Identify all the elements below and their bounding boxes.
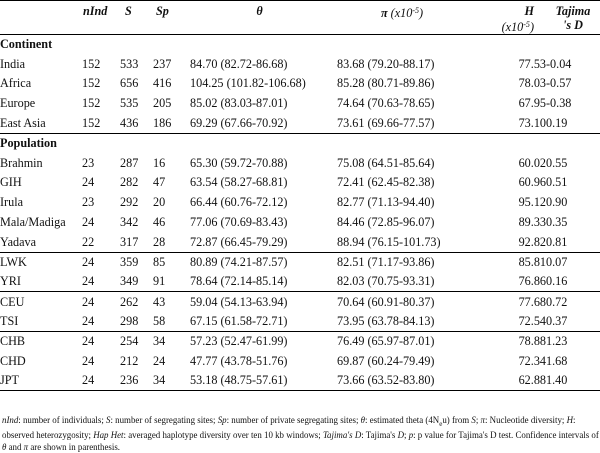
cell-pi: 70.64 (60.91-80.37) xyxy=(337,292,467,312)
cell-tajima-d: 0.51 xyxy=(546,175,568,190)
section-title: Population xyxy=(0,133,600,153)
cell-s: 254 xyxy=(120,331,153,351)
table-row xyxy=(0,153,600,173)
cell-s: 298 xyxy=(120,313,139,328)
cell-s: 656 xyxy=(120,76,139,91)
cell-h: 89.33 xyxy=(518,215,546,230)
cell-h: 72.34 xyxy=(518,353,546,368)
row-label: Mala/Madiga xyxy=(0,215,66,230)
cell-sp: 20 xyxy=(153,195,166,210)
cell-pi: 82.03 (70.75-93.31) xyxy=(337,274,435,289)
cell-s: 236 xyxy=(120,371,153,391)
table-row xyxy=(0,292,600,312)
cell-h: 73.10 xyxy=(518,115,546,130)
row-label: LWK xyxy=(0,252,82,272)
cell-s: 262 xyxy=(120,292,153,312)
cell-s: 287 xyxy=(120,155,139,170)
cell-tajima-d: 1.23 xyxy=(546,331,600,351)
cell-sp: 91 xyxy=(153,274,166,289)
footnote-segment: π xyxy=(23,441,29,452)
cell-pi: 83.68 (79.20-88.17) xyxy=(337,56,435,71)
cell-h: 72.54 xyxy=(518,313,546,328)
cell-theta: 84.70 (82.72-86.68) xyxy=(190,56,288,71)
row-label: Africa xyxy=(0,76,32,91)
footnote-segment: : number of segregating sites; xyxy=(110,415,218,425)
cell-theta: 104.25 (101.82-106.68) xyxy=(190,76,306,91)
table-row xyxy=(0,94,600,114)
cell-theta: 63.54 (58.27-68.81) xyxy=(190,175,288,190)
header-row xyxy=(0,1,600,35)
header-nind: nInd xyxy=(83,4,108,18)
cell-nind: 152 xyxy=(82,56,101,71)
cell-nind: 24 xyxy=(82,353,95,368)
footnote-segment: are shown in parenthesis. xyxy=(28,441,121,452)
cell-nind: 152 xyxy=(82,115,101,130)
table-row xyxy=(0,54,600,74)
cell-theta: 80.89 (74.21-87.57) xyxy=(190,252,337,272)
cell-tajima-d: 0.19 xyxy=(546,115,568,130)
footnote-segment: : p value for Tajima's D test. Confidence intervals of xyxy=(413,430,599,441)
header-sp: Sp xyxy=(156,4,169,18)
footnote-segment: Sp xyxy=(217,415,227,425)
cell-tajima-d: 0.72 xyxy=(546,292,600,312)
cell-pi: 82.51 (71.17-93.86) xyxy=(337,252,467,272)
cell-nind: 152 xyxy=(82,76,101,91)
header-h: H $(x10^{-5})$ xyxy=(501,4,534,34)
cell-h: 77.68 xyxy=(467,292,546,312)
cell-h: 95.12 xyxy=(518,195,546,210)
cell-tajima-d: 0.55 xyxy=(546,155,568,170)
cell-h: 77.53 xyxy=(518,56,546,71)
cell-nind: 23 xyxy=(82,155,95,170)
cell-pi: 84.46 (72.85-96.07) xyxy=(337,215,435,230)
cell-theta: 72.87 (66.45-79.29) xyxy=(190,234,288,249)
cell-tajima-d: 0.16 xyxy=(546,274,568,289)
cell-h: 78.03 xyxy=(518,76,546,91)
cell-sp: 205 xyxy=(153,96,172,111)
cell-nind: 24 xyxy=(82,331,120,351)
table-row xyxy=(0,173,600,193)
footnote-segment: π xyxy=(480,415,485,425)
cell-tajima-d: -0.57 xyxy=(546,76,572,91)
footnote-segment: θ xyxy=(2,441,7,452)
cell-h: 85.81 xyxy=(467,252,546,272)
row-label: GIH xyxy=(0,175,22,190)
footnote-segment: : averaged haplotype diversity over ten 10 kb windows; xyxy=(123,430,323,441)
cell-sp: 46 xyxy=(153,215,166,230)
footnote-segment: : number of individuals; xyxy=(18,415,107,425)
table-body xyxy=(0,35,600,391)
table-footnote xyxy=(2,415,600,453)
cell-theta: 77.06 (70.69-83.43) xyxy=(190,215,288,230)
cell-nind: 23 xyxy=(82,195,95,210)
cell-s: 317 xyxy=(120,234,139,249)
footnote-segment: S xyxy=(471,415,476,425)
cell-theta: 69.29 (67.66-70.92) xyxy=(190,115,288,130)
cell-theta: 47.77 (43.78-51.76) xyxy=(190,353,288,368)
cell-pi: 73.95 (63.78-84.13) xyxy=(337,313,435,328)
footnote-segment: ; xyxy=(404,430,409,441)
cell-nind: 24 xyxy=(82,252,120,272)
cell-tajima-d: 0.81 xyxy=(546,234,568,249)
table-row xyxy=(0,371,600,391)
row-label: Brahmin xyxy=(0,155,43,170)
cell-theta: 78.64 (72.14-85.14) xyxy=(190,274,288,289)
cell-s: 349 xyxy=(120,274,139,289)
row-label: Europe xyxy=(0,96,36,111)
section-header xyxy=(0,133,600,153)
cell-s: 342 xyxy=(120,215,139,230)
cell-sp: 85 xyxy=(153,252,190,272)
row-label: CHD xyxy=(0,353,26,368)
cell-s: 292 xyxy=(120,195,139,210)
footnote-segment: : observed heterozygosity; xyxy=(2,415,576,441)
table-row xyxy=(0,193,600,213)
row-label: CHB xyxy=(0,331,82,351)
footnote-segment: ; xyxy=(475,415,481,425)
row-label: YRI xyxy=(0,274,21,289)
footnote-segment: p xyxy=(408,430,414,441)
cell-theta: 66.44 (60.76-72.12) xyxy=(190,195,288,210)
cell-tajima-d: 0.37 xyxy=(546,313,568,328)
cell-nind: 24 xyxy=(82,175,95,190)
footnote-segment: S xyxy=(106,415,111,425)
table-row xyxy=(0,252,600,272)
footnote-segment: : Nucleotide diversity; xyxy=(485,415,567,425)
cell-pi: 82.77 (71.13-94.40) xyxy=(337,195,435,210)
cell-sp: 34 xyxy=(153,331,190,351)
cell-s: 533 xyxy=(120,56,139,71)
cell-s: 535 xyxy=(120,96,139,111)
cell-s: 282 xyxy=(120,175,139,190)
cell-tajima-d: 1.68 xyxy=(546,353,568,368)
cell-theta: 57.23 (52.47-61.99) xyxy=(190,331,337,351)
cell-sp: 34 xyxy=(153,371,190,391)
cell-sp: 28 xyxy=(153,234,166,249)
footnote-segment: : Tajima's xyxy=(361,430,398,441)
row-label: Irula xyxy=(0,195,24,210)
section-header xyxy=(0,35,600,55)
row-label: JPT xyxy=(0,371,82,391)
cell-tajima-d: 1.40 xyxy=(546,371,600,391)
header-s: S xyxy=(125,4,132,18)
header-theta: θ xyxy=(256,4,263,18)
cell-sp: 16 xyxy=(153,155,166,170)
footnote-segment: Tajima's D xyxy=(322,430,362,441)
table-row xyxy=(0,74,600,94)
footnote-segment: : number of private segregating sites; xyxy=(226,415,361,425)
table-row xyxy=(0,213,600,233)
cell-h: 60.02 xyxy=(518,155,546,170)
cell-nind: 152 xyxy=(82,96,101,111)
footnote-segment: e xyxy=(439,419,443,428)
cell-s: 359 xyxy=(120,252,153,272)
cell-nind: 24 xyxy=(82,292,120,312)
cell-h: 67.95 xyxy=(518,96,546,111)
table-row xyxy=(0,312,600,332)
footnote-segment: D xyxy=(397,430,404,441)
cell-theta: 85.02 (83.03-87.01) xyxy=(190,96,288,111)
cell-nind: 24 xyxy=(82,215,95,230)
cell-sp: 58 xyxy=(153,313,166,328)
cell-pi: 75.08 (64.51-85.64) xyxy=(337,155,435,170)
footnote-segment: : estimated theta (4N xyxy=(365,415,440,425)
cell-tajima-d: 0.90 xyxy=(546,195,568,210)
cell-theta: 59.04 (54.13-63.94) xyxy=(190,292,337,312)
cell-sp: 416 xyxy=(153,76,172,91)
cell-tajima-d: 0.07 xyxy=(546,252,600,272)
row-label: East Asia xyxy=(0,115,46,130)
table-row xyxy=(0,114,600,134)
cell-sp: 237 xyxy=(153,56,172,71)
footnote-segment: H xyxy=(566,415,574,425)
cell-pi: 69.87 (60.24-79.49) xyxy=(337,353,435,368)
cell-pi: 88.94 (76.15-101.73) xyxy=(337,234,441,249)
cell-pi: 73.61 (69.66-77.57) xyxy=(337,115,435,130)
cell-sp: 24 xyxy=(153,353,166,368)
cell-tajima-d: 0.35 xyxy=(546,215,568,230)
cell-nind: 24 xyxy=(82,371,120,391)
header-tajima-d: Tajima 's D xyxy=(555,4,591,32)
cell-h: 92.82 xyxy=(518,234,546,249)
cell-s: 436 xyxy=(120,115,139,130)
cell-pi: 74.64 (70.63-78.65) xyxy=(337,96,435,111)
footnote-segment: Hap Het xyxy=(93,430,124,441)
cell-s: 212 xyxy=(120,353,139,368)
cell-theta: 53.18 (48.75-57.61) xyxy=(190,371,337,391)
cell-sp: 186 xyxy=(153,115,172,130)
cell-nind: 24 xyxy=(82,313,95,328)
header-pi: π $(x10^{-5})$ xyxy=(380,6,424,20)
footnote-segment: nInd xyxy=(2,415,19,425)
cell-nind: 22 xyxy=(82,234,95,249)
table-row xyxy=(0,232,600,252)
cell-theta: 65.30 (59.72-70.88) xyxy=(190,155,288,170)
cell-nind: 24 xyxy=(82,274,95,289)
row-label: Yadava xyxy=(0,234,36,249)
cell-sp: 43 xyxy=(153,292,190,312)
cell-pi: 72.41 (62.45-82.38) xyxy=(337,175,435,190)
row-label: CEU xyxy=(0,292,82,312)
cell-theta: 67.15 (61.58-72.71) xyxy=(190,313,288,328)
cell-tajima-d: -0.38 xyxy=(546,96,572,111)
cell-pi: 73.66 (63.52-83.80) xyxy=(337,371,467,391)
section-title: Continent xyxy=(0,37,53,52)
footnote-segment: and xyxy=(6,441,24,452)
cell-h: 60.96 xyxy=(518,175,546,190)
cell-pi: 76.49 (65.97-87.01) xyxy=(337,331,467,351)
footnote-segment: θ xyxy=(360,415,366,425)
cell-h: 76.86 xyxy=(518,274,546,289)
header-blank xyxy=(0,1,82,35)
footnote-segment: u) from xyxy=(442,415,472,425)
cell-sp: 47 xyxy=(153,175,166,190)
table-row xyxy=(0,351,600,371)
row-label: TSI xyxy=(0,313,19,328)
row-label: India xyxy=(0,56,26,71)
table-row xyxy=(0,331,600,351)
cell-h: 62.88 xyxy=(467,371,546,391)
cell-tajima-d: -0.04 xyxy=(546,56,572,71)
cell-h: 78.88 xyxy=(467,331,546,351)
table-row xyxy=(0,272,600,292)
cell-pi: 85.28 (80.71-89.86) xyxy=(337,76,435,91)
